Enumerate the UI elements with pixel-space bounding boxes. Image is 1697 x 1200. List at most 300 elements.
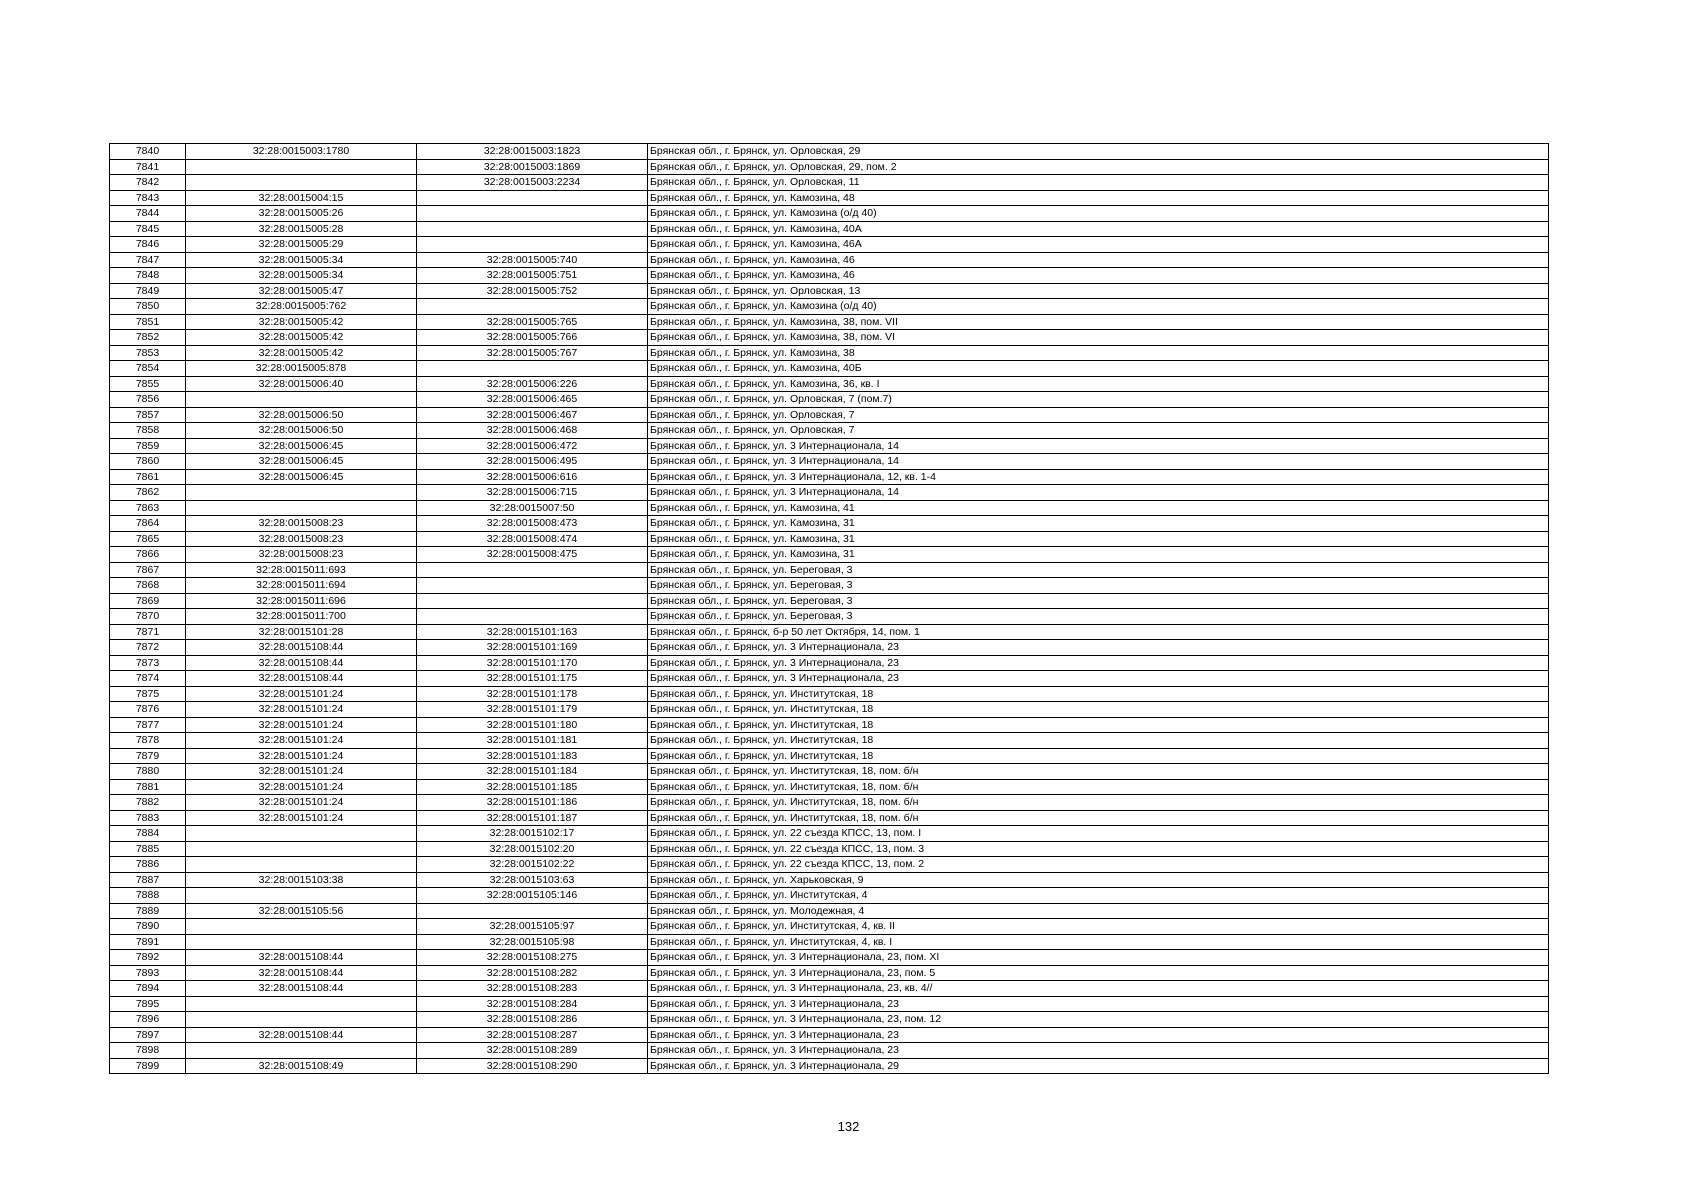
address-cell: Брянская обл., г. Брянск, ул. Институтская, 4 (648, 888, 1549, 904)
land-cadastral-cell: 32:28:0015108:44 (186, 1027, 417, 1043)
row-number-cell: 7864 (110, 516, 186, 532)
object-cadastral-cell: 32:28:0015007:50 (417, 500, 648, 516)
table-row (110, 330, 1549, 346)
object-cadastral-cell: 32:28:0015006:616 (417, 469, 648, 485)
land-cadastral-cell: 32:28:0015005:47 (186, 283, 417, 299)
object-cadastral-cell: 32:28:0015101:185 (417, 779, 648, 795)
row-number-cell: 7881 (110, 779, 186, 795)
land-cadastral-cell: 32:28:0015101:24 (186, 764, 417, 780)
object-cadastral-cell: 32:28:0015005:766 (417, 330, 648, 346)
row-number-cell: 7855 (110, 376, 186, 392)
table-row (110, 578, 1549, 594)
address-cell: Брянская обл., г. Брянск, ул. Береговая, 3 (648, 609, 1549, 625)
land-cadastral-cell: 32:28:0015101:28 (186, 624, 417, 640)
row-number-cell: 7887 (110, 872, 186, 888)
land-cadastral-cell: 32:28:0015005:762 (186, 299, 417, 315)
address-cell: Брянская обл., г. Брянск, ул. Камозина, 31 (648, 547, 1549, 563)
land-cadastral-cell: 32:28:0015011:696 (186, 593, 417, 609)
table-row (110, 702, 1549, 718)
address-cell: Брянская обл., г. Брянск, ул. Орловская, 7 (648, 423, 1549, 439)
address-cell: Брянская обл., г. Брянск, ул. Орловская, 13 (648, 283, 1549, 299)
table-row (110, 392, 1549, 408)
row-number-cell: 7859 (110, 438, 186, 454)
land-cadastral-cell: 32:28:0015101:24 (186, 795, 417, 811)
land-cadastral-cell: 32:28:0015108:44 (186, 640, 417, 656)
land-cadastral-cell: 32:28:0015008:23 (186, 547, 417, 563)
object-cadastral-cell: 32:28:0015105:146 (417, 888, 648, 904)
object-cadastral-cell: 32:28:0015102:20 (417, 841, 648, 857)
object-cadastral-cell: 32:28:0015006:472 (417, 438, 648, 454)
address-cell: Брянская обл., г. Брянск, ул. Камозина, 40Б (648, 361, 1549, 377)
address-cell: Брянская обл., г. Брянск, ул. Береговая, 3 (648, 593, 1549, 609)
land-cadastral-cell: 32:28:0015101:24 (186, 702, 417, 718)
object-cadastral-cell: 32:28:0015101:178 (417, 686, 648, 702)
address-cell: Брянская обл., г. Брянск, ул. Камозина, 46 (648, 268, 1549, 284)
land-cadastral-cell: 32:28:0015008:23 (186, 531, 417, 547)
row-number-cell: 7847 (110, 252, 186, 268)
object-cadastral-cell: 32:28:0015101:170 (417, 655, 648, 671)
object-cadastral-cell: 32:28:0015006:495 (417, 454, 648, 470)
address-cell: Брянская обл., г. Брянск, ул. Институтская, 18 (648, 733, 1549, 749)
object-cadastral-cell (417, 299, 648, 315)
land-cadastral-cell: 32:28:0015005:34 (186, 268, 417, 284)
object-cadastral-cell: 32:28:0015005:765 (417, 314, 648, 330)
object-cadastral-cell (417, 190, 648, 206)
land-cadastral-cell (186, 1012, 417, 1028)
row-number-cell: 7866 (110, 547, 186, 563)
land-cadastral-cell: 32:28:0015006:50 (186, 407, 417, 423)
table-row (110, 376, 1549, 392)
table-row (110, 888, 1549, 904)
object-cadastral-cell: 32:28:0015101:175 (417, 671, 648, 687)
table-row (110, 593, 1549, 609)
address-cell: Брянская обл., г. Брянск, ул. 3 Интернационала, 23 (648, 1027, 1549, 1043)
table-row (110, 485, 1549, 501)
land-cadastral-cell (186, 485, 417, 501)
table-row (110, 252, 1549, 268)
table-row (110, 175, 1549, 191)
object-cadastral-cell: 32:28:0015003:1869 (417, 159, 648, 175)
address-cell: Брянская обл., г. Брянск, ул. Харьковская, 9 (648, 872, 1549, 888)
row-number-cell: 7873 (110, 655, 186, 671)
object-cadastral-cell (417, 578, 648, 594)
page-number: 132 (837, 1119, 860, 1134)
row-number-cell: 7893 (110, 965, 186, 981)
address-cell: Брянская обл., г. Брянск, ул. Институтская, 4, кв. II (648, 919, 1549, 935)
object-cadastral-cell (417, 221, 648, 237)
table-row (110, 159, 1549, 175)
address-cell: Брянская обл., г. Брянск, ул. Камозина, 38 (648, 345, 1549, 361)
land-cadastral-cell: 32:28:0015006:45 (186, 469, 417, 485)
land-cadastral-cell: 32:28:0015011:694 (186, 578, 417, 594)
object-cadastral-cell: 32:28:0015105:98 (417, 934, 648, 950)
table-row (110, 438, 1549, 454)
table-row (110, 965, 1549, 981)
object-cadastral-cell: 32:28:0015108:282 (417, 965, 648, 981)
table-row (110, 1012, 1549, 1028)
land-cadastral-cell: 32:28:0015005:26 (186, 206, 417, 222)
object-cadastral-cell: 32:28:0015006:465 (417, 392, 648, 408)
object-cadastral-cell (417, 361, 648, 377)
row-number-cell: 7877 (110, 717, 186, 733)
object-cadastral-cell: 32:28:0015003:2234 (417, 175, 648, 191)
land-cadastral-cell: 32:28:0015101:24 (186, 779, 417, 795)
land-cadastral-cell: 32:28:0015011:693 (186, 562, 417, 578)
row-number-cell: 7860 (110, 454, 186, 470)
table-row (110, 996, 1549, 1012)
row-number-cell: 7846 (110, 237, 186, 253)
table-row (110, 733, 1549, 749)
address-cell: Брянская обл., г. Брянск, ул. 3 Интернационала, 23 (648, 996, 1549, 1012)
row-number-cell: 7848 (110, 268, 186, 284)
land-cadastral-cell: 32:28:0015005:42 (186, 345, 417, 361)
address-cell: Брянская обл., г. Брянск, ул. 3 Интернационала, 23, пом. 12 (648, 1012, 1549, 1028)
row-number-cell: 7895 (110, 996, 186, 1012)
address-cell: Брянская обл., г. Брянск, ул. Институтская, 18, пом. б/н (648, 779, 1549, 795)
object-cadastral-cell (417, 237, 648, 253)
object-cadastral-cell: 32:28:0015108:287 (417, 1027, 648, 1043)
row-number-cell: 7857 (110, 407, 186, 423)
land-cadastral-cell (186, 919, 417, 935)
table-row (110, 934, 1549, 950)
land-cadastral-cell: 32:28:0015005:29 (186, 237, 417, 253)
address-cell: Брянская обл., г. Брянск, ул. Камозина, 36, кв. I (648, 376, 1549, 392)
address-cell: Брянская обл., г. Брянск, ул. Камозина, 40А (648, 221, 1549, 237)
land-cadastral-cell: 32:28:0015101:24 (186, 686, 417, 702)
object-cadastral-cell: 32:28:0015108:275 (417, 950, 648, 966)
table-row (110, 717, 1549, 733)
object-cadastral-cell: 32:28:0015003:1823 (417, 144, 648, 160)
land-cadastral-cell (186, 392, 417, 408)
object-cadastral-cell (417, 609, 648, 625)
table-row (110, 547, 1549, 563)
row-number-cell: 7867 (110, 562, 186, 578)
table-row (110, 345, 1549, 361)
row-number-cell: 7872 (110, 640, 186, 656)
address-cell: Брянская обл., г. Брянск, ул. 3 Интернационала, 12, кв. 1-4 (648, 469, 1549, 485)
row-number-cell: 7853 (110, 345, 186, 361)
table-row (110, 469, 1549, 485)
table-row (110, 624, 1549, 640)
address-cell: Брянская обл., г. Брянск, ул. Институтская, 18 (648, 686, 1549, 702)
table-body (110, 144, 1549, 1074)
row-number-cell: 7851 (110, 314, 186, 330)
row-number-cell: 7897 (110, 1027, 186, 1043)
address-cell: Брянская обл., г. Брянск, ул. 3 Интернационала, 14 (648, 485, 1549, 501)
object-cadastral-cell: 32:28:0015101:179 (417, 702, 648, 718)
address-cell: Брянская обл., г. Брянск, ул. 3 Интернационала, 23 (648, 640, 1549, 656)
property-table (109, 143, 1549, 1074)
row-number-cell: 7841 (110, 159, 186, 175)
row-number-cell: 7871 (110, 624, 186, 640)
row-number-cell: 7889 (110, 903, 186, 919)
object-cadastral-cell: 32:28:0015101:184 (417, 764, 648, 780)
table-row (110, 190, 1549, 206)
address-cell: Брянская обл., г. Брянск, ул. 3 Интернационала, 29 (648, 1058, 1549, 1074)
row-number-cell: 7858 (110, 423, 186, 439)
table-row (110, 609, 1549, 625)
object-cadastral-cell (417, 206, 648, 222)
row-number-cell: 7876 (110, 702, 186, 718)
land-cadastral-cell: 32:28:0015005:878 (186, 361, 417, 377)
table-row (110, 764, 1549, 780)
row-number-cell: 7886 (110, 857, 186, 873)
table-row (110, 857, 1549, 873)
table-row (110, 361, 1549, 377)
land-cadastral-cell (186, 857, 417, 873)
row-number-cell: 7849 (110, 283, 186, 299)
table-row (110, 314, 1549, 330)
address-cell: Брянская обл., г. Брянск, ул. Камозина, 48 (648, 190, 1549, 206)
table-row (110, 454, 1549, 470)
address-cell: Брянская обл., г. Брянск, ул. 3 Интернационала, 23, кв. 4// (648, 981, 1549, 997)
table-row (110, 407, 1549, 423)
object-cadastral-cell (417, 903, 648, 919)
address-cell: Брянская обл., г. Брянск, ул. Институтская, 18, пом. б/н (648, 810, 1549, 826)
object-cadastral-cell: 32:28:0015006:226 (417, 376, 648, 392)
row-number-cell: 7850 (110, 299, 186, 315)
land-cadastral-cell: 32:28:0015103:38 (186, 872, 417, 888)
object-cadastral-cell: 32:28:0015102:22 (417, 857, 648, 873)
object-cadastral-cell: 32:28:0015005:752 (417, 283, 648, 299)
row-number-cell: 7868 (110, 578, 186, 594)
object-cadastral-cell: 32:28:0015005:767 (417, 345, 648, 361)
row-number-cell: 7892 (110, 950, 186, 966)
address-cell: Брянская обл., г. Брянск, ул. Камозина, 46А (648, 237, 1549, 253)
row-number-cell: 7845 (110, 221, 186, 237)
address-cell: Брянская обл., г. Брянск, ул. 3 Интернационала, 14 (648, 454, 1549, 470)
table-row (110, 655, 1549, 671)
table-row (110, 810, 1549, 826)
table-row (110, 795, 1549, 811)
land-cadastral-cell: 32:28:0015005:34 (186, 252, 417, 268)
object-cadastral-cell: 32:28:0015101:186 (417, 795, 648, 811)
table-row (110, 1058, 1549, 1074)
address-cell: Брянская обл., г. Брянск, ул. Камозина, 31 (648, 531, 1549, 547)
address-cell: Брянская обл., г. Брянск, ул. 22 съезда КПСС, 13, пом. I (648, 826, 1549, 842)
land-cadastral-cell (186, 1043, 417, 1059)
row-number-cell: 7891 (110, 934, 186, 950)
address-cell: Брянская обл., г. Брянск, ул. 22 съезда КПСС, 13, пом. 2 (648, 857, 1549, 873)
address-cell: Брянская обл., г. Брянск, ул. Камозина, 38, пом. VI (648, 330, 1549, 346)
address-cell: Брянская обл., г. Брянск, ул. 3 Интернационала, 23, пом. XI (648, 950, 1549, 966)
table-row (110, 779, 1549, 795)
row-number-cell: 7856 (110, 392, 186, 408)
address-cell: Брянская обл., г. Брянск, ул. Институтская, 4, кв. I (648, 934, 1549, 950)
land-cadastral-cell: 32:28:0015101:24 (186, 810, 417, 826)
row-number-cell: 7885 (110, 841, 186, 857)
object-cadastral-cell: 32:28:0015006:467 (417, 407, 648, 423)
address-cell: Брянская обл., г. Брянск, ул. Камозина (о/д 40) (648, 299, 1549, 315)
table-row (110, 237, 1549, 253)
table-row (110, 903, 1549, 919)
address-cell: Брянская обл., г. Брянск, ул. Институтская, 18, пом. б/н (648, 764, 1549, 780)
table-row (110, 1027, 1549, 1043)
row-number-cell: 7863 (110, 500, 186, 516)
object-cadastral-cell: 32:28:0015101:187 (417, 810, 648, 826)
row-number-cell: 7879 (110, 748, 186, 764)
row-number-cell: 7842 (110, 175, 186, 191)
object-cadastral-cell: 32:28:0015005:751 (417, 268, 648, 284)
object-cadastral-cell: 32:28:0015108:286 (417, 1012, 648, 1028)
row-number-cell: 7894 (110, 981, 186, 997)
object-cadastral-cell: 32:28:0015108:289 (417, 1043, 648, 1059)
address-cell: Брянская обл., г. Брянск, ул. Орловская, 7 (648, 407, 1549, 423)
land-cadastral-cell: 32:28:0015101:24 (186, 748, 417, 764)
land-cadastral-cell (186, 996, 417, 1012)
row-number-cell: 7862 (110, 485, 186, 501)
table-row (110, 144, 1549, 160)
table-row (110, 981, 1549, 997)
table-row (110, 500, 1549, 516)
address-cell: Брянская обл., г. Брянск, ул. Камозина, 31 (648, 516, 1549, 532)
address-cell: Брянская обл., г. Брянск, ул. 3 Интернационала, 23 (648, 671, 1549, 687)
object-cadastral-cell: 32:28:0015103:63 (417, 872, 648, 888)
address-cell: Брянская обл., г. Брянск, ул. 3 Интернационала, 23, пом. 5 (648, 965, 1549, 981)
row-number-cell: 7865 (110, 531, 186, 547)
address-cell: Брянская обл., г. Брянск, ул. 3 Интернационала, 23 (648, 1043, 1549, 1059)
object-cadastral-cell: 32:28:0015108:284 (417, 996, 648, 1012)
table-row (110, 686, 1549, 702)
address-cell: Брянская обл., г. Брянск, ул. Камозина, 38, пом. VII (648, 314, 1549, 330)
object-cadastral-cell: 32:28:0015006:468 (417, 423, 648, 439)
row-number-cell: 7869 (110, 593, 186, 609)
object-cadastral-cell: 32:28:0015005:740 (417, 252, 648, 268)
row-number-cell: 7852 (110, 330, 186, 346)
land-cadastral-cell (186, 888, 417, 904)
row-number-cell: 7844 (110, 206, 186, 222)
land-cadastral-cell (186, 934, 417, 950)
land-cadastral-cell: 32:28:0015006:45 (186, 454, 417, 470)
table-row (110, 919, 1549, 935)
land-cadastral-cell: 32:28:0015108:44 (186, 950, 417, 966)
address-cell: Брянская обл., г. Брянск, ул. Орловская, 7 (пом.7) (648, 392, 1549, 408)
object-cadastral-cell: 32:28:0015101:180 (417, 717, 648, 733)
row-number-cell: 7880 (110, 764, 186, 780)
table-row (110, 221, 1549, 237)
object-cadastral-cell: 32:28:0015101:181 (417, 733, 648, 749)
table-row (110, 640, 1549, 656)
row-number-cell: 7843 (110, 190, 186, 206)
property-table-container (109, 143, 1549, 1074)
address-cell: Брянская обл., г. Брянск, ул. Береговая, 3 (648, 562, 1549, 578)
address-cell: Брянская обл., г. Брянск, ул. Камозина (о/д 40) (648, 206, 1549, 222)
land-cadastral-cell: 32:28:0015108:44 (186, 981, 417, 997)
address-cell: Брянская обл., г. Брянск, ул. Орловская, 29 (648, 144, 1549, 160)
table-row (110, 950, 1549, 966)
table-row (110, 423, 1549, 439)
row-number-cell: 7883 (110, 810, 186, 826)
object-cadastral-cell: 32:28:0015101:169 (417, 640, 648, 656)
land-cadastral-cell: 32:28:0015005:42 (186, 314, 417, 330)
table-row (110, 516, 1549, 532)
row-number-cell: 7875 (110, 686, 186, 702)
object-cadastral-cell: 32:28:0015008:474 (417, 531, 648, 547)
object-cadastral-cell: 32:28:0015108:283 (417, 981, 648, 997)
address-cell: Брянская обл., г. Брянск, ул. Институтская, 18 (648, 748, 1549, 764)
land-cadastral-cell: 32:28:0015108:44 (186, 671, 417, 687)
address-cell: Брянская обл., г. Брянск, ул. Орловская, 29, пом. 2 (648, 159, 1549, 175)
address-cell: Брянская обл., г. Брянск, ул. Институтская, 18, пом. б/н (648, 795, 1549, 811)
land-cadastral-cell: 32:28:0015108:49 (186, 1058, 417, 1074)
row-number-cell: 7890 (110, 919, 186, 935)
land-cadastral-cell: 32:28:0015011:700 (186, 609, 417, 625)
land-cadastral-cell (186, 826, 417, 842)
row-number-cell: 7896 (110, 1012, 186, 1028)
land-cadastral-cell: 32:28:0015108:44 (186, 965, 417, 981)
land-cadastral-cell: 32:28:0015004:15 (186, 190, 417, 206)
table-row (110, 748, 1549, 764)
row-number-cell: 7861 (110, 469, 186, 485)
land-cadastral-cell (186, 159, 417, 175)
table-row (110, 206, 1549, 222)
row-number-cell: 7878 (110, 733, 186, 749)
object-cadastral-cell: 32:28:0015008:475 (417, 547, 648, 563)
address-cell: Брянская обл., г. Брянск, ул. Институтская, 18 (648, 702, 1549, 718)
row-number-cell: 7898 (110, 1043, 186, 1059)
address-cell: Брянская обл., г. Брянск, ул. Камозина, 46 (648, 252, 1549, 268)
row-number-cell: 7884 (110, 826, 186, 842)
object-cadastral-cell (417, 562, 648, 578)
object-cadastral-cell: 32:28:0015101:183 (417, 748, 648, 764)
land-cadastral-cell: 32:28:0015006:40 (186, 376, 417, 392)
table-row (110, 299, 1549, 315)
table-row (110, 872, 1549, 888)
object-cadastral-cell: 32:28:0015101:163 (417, 624, 648, 640)
address-cell: Брянская обл., г. Брянск, ул. Молодежная, 4 (648, 903, 1549, 919)
table-row (110, 562, 1549, 578)
row-number-cell: 7874 (110, 671, 186, 687)
land-cadastral-cell: 32:28:0015105:56 (186, 903, 417, 919)
table-row (110, 671, 1549, 687)
row-number-cell: 7882 (110, 795, 186, 811)
land-cadastral-cell (186, 175, 417, 191)
land-cadastral-cell: 32:28:0015108:44 (186, 655, 417, 671)
object-cadastral-cell: 32:28:0015105:97 (417, 919, 648, 935)
row-number-cell: 7854 (110, 361, 186, 377)
land-cadastral-cell: 32:28:0015003:1780 (186, 144, 417, 160)
land-cadastral-cell: 32:28:0015005:28 (186, 221, 417, 237)
land-cadastral-cell (186, 841, 417, 857)
address-cell: Брянская обл., г. Брянск, ул. 3 Интернационала, 14 (648, 438, 1549, 454)
address-cell: Брянская обл., г. Брянск, ул. Береговая, 3 (648, 578, 1549, 594)
table-row (110, 283, 1549, 299)
row-number-cell: 7899 (110, 1058, 186, 1074)
table-row (110, 1043, 1549, 1059)
land-cadastral-cell (186, 500, 417, 516)
land-cadastral-cell: 32:28:0015005:42 (186, 330, 417, 346)
land-cadastral-cell: 32:28:0015101:24 (186, 733, 417, 749)
address-cell: Брянская обл., г. Брянск, ул. 22 съезда КПСС, 13, пом. 3 (648, 841, 1549, 857)
address-cell: Брянская обл., г. Брянск, ул. Институтская, 18 (648, 717, 1549, 733)
address-cell: Брянская обл., г. Брянск, ул. 3 Интернационала, 23 (648, 655, 1549, 671)
address-cell: Брянская обл., г. Брянск, ул. Орловская, 11 (648, 175, 1549, 191)
table-row (110, 841, 1549, 857)
address-cell: Брянская обл., г. Брянск, ул. Камозина, 41 (648, 500, 1549, 516)
address-cell: Брянская обл., г. Брянск, б-р 50 лет Октября, 14, пом. 1 (648, 624, 1549, 640)
object-cadastral-cell (417, 593, 648, 609)
land-cadastral-cell: 32:28:0015006:45 (186, 438, 417, 454)
table-row (110, 268, 1549, 284)
land-cadastral-cell: 32:28:0015008:23 (186, 516, 417, 532)
row-number-cell: 7888 (110, 888, 186, 904)
object-cadastral-cell: 32:28:0015008:473 (417, 516, 648, 532)
object-cadastral-cell: 32:28:0015108:290 (417, 1058, 648, 1074)
object-cadastral-cell: 32:28:0015006:715 (417, 485, 648, 501)
land-cadastral-cell: 32:28:0015006:50 (186, 423, 417, 439)
object-cadastral-cell: 32:28:0015102:17 (417, 826, 648, 842)
row-number-cell: 7840 (110, 144, 186, 160)
